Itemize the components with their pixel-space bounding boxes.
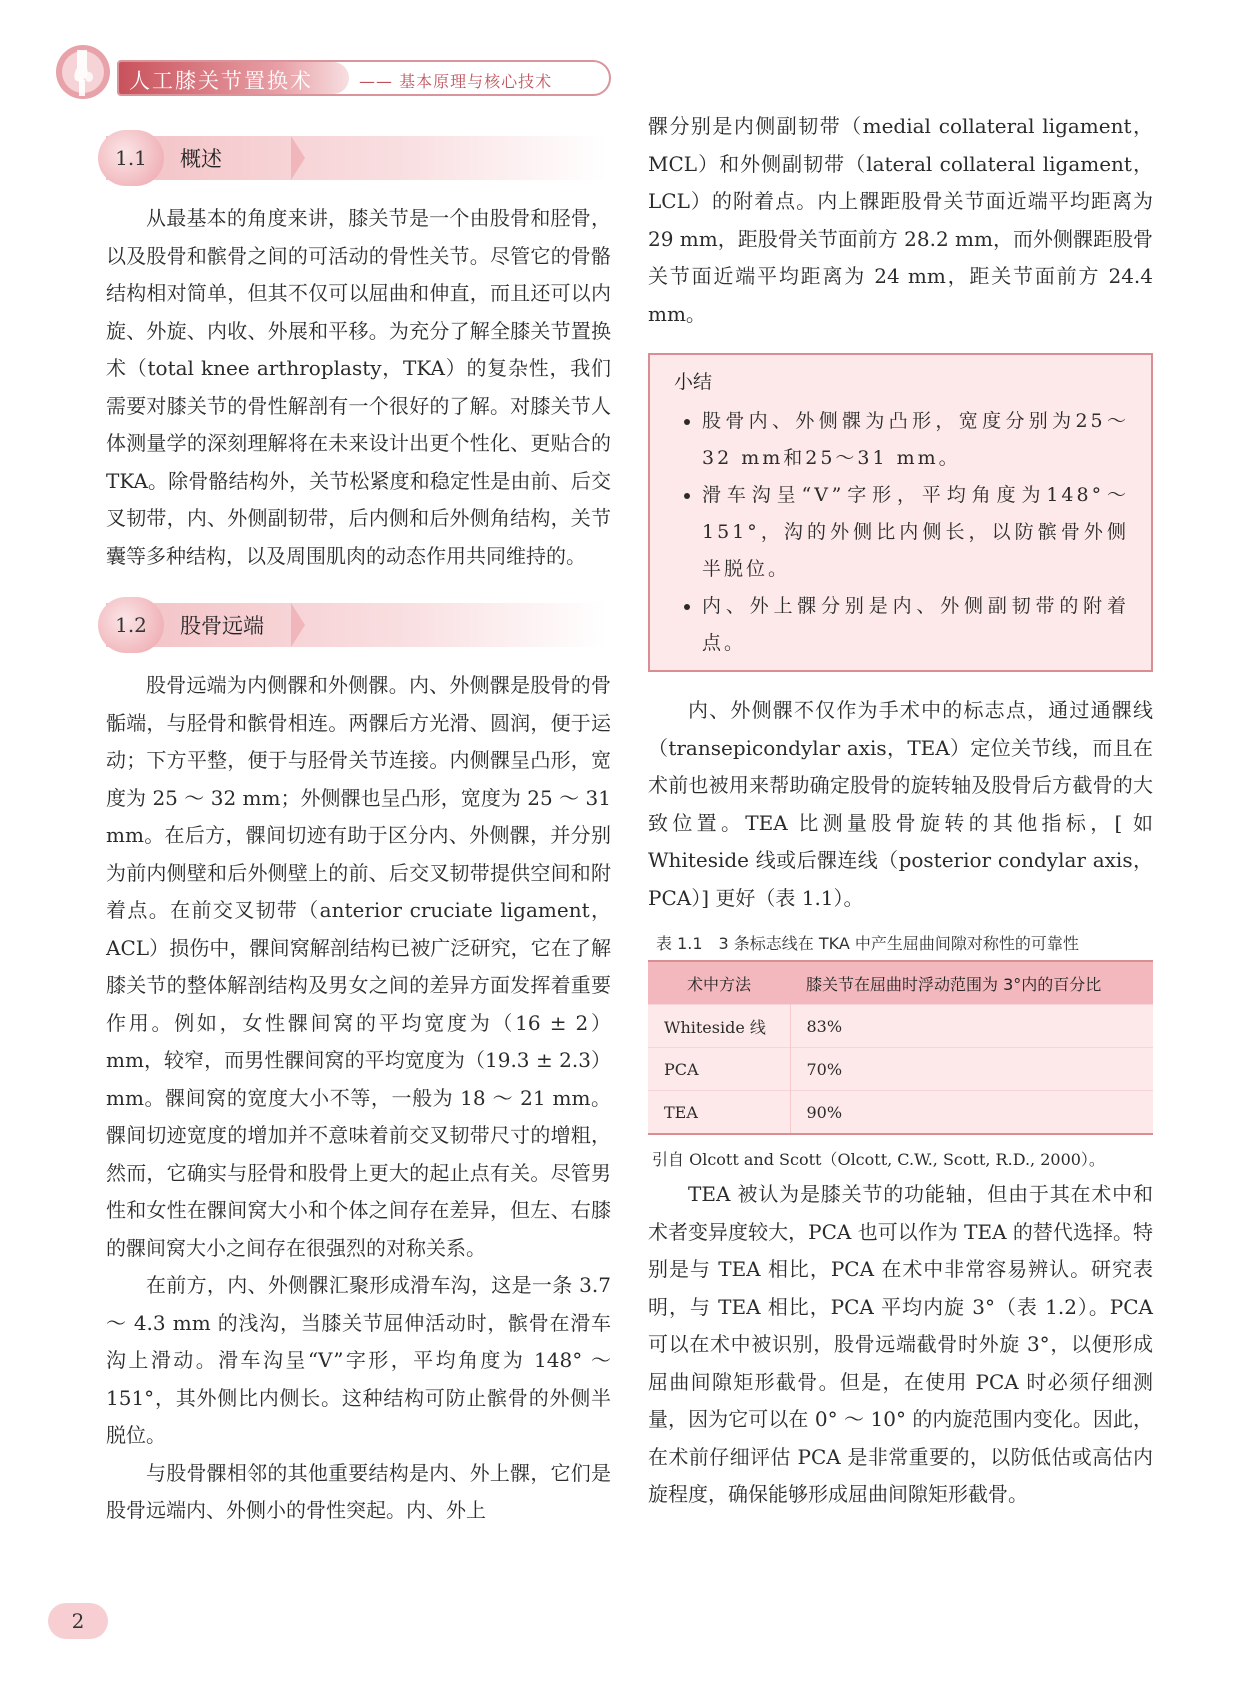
table-row (648, 1005, 1153, 1048)
book-title: 人工膝关节置换术 (129, 69, 313, 93)
summary-list (674, 403, 1129, 662)
table-cell: TEA (648, 1091, 790, 1135)
section-arrow (291, 136, 305, 180)
table-row (648, 1048, 1153, 1091)
summary-title: 小结 (674, 371, 713, 393)
table-cell: 70% (790, 1048, 1153, 1091)
table-header-row (648, 961, 1153, 1005)
table-cell: 90% (790, 1091, 1153, 1135)
distal-femur-paragraph: 股骨远端为内侧髁和外侧髁。内、外侧髁是股骨的骨骺端，与胫骨和髌骨相连。两髁后方光滑、圆润，便于运动；下方平整，便于与胫骨关节连接。内侧髁呈凸形，宽度为 25 ～ 32 mm；外侧髁也呈凸形，宽度为 25 ～ 31 mm。在后方，髁间切迹有助于区分内、外侧髁，并分别为前内侧壁和后外侧壁上的前、后交叉韧带提供空间和附着点。在前交叉韧带（anterior cruciate ligament，ACL）损伤中，髁间窝解剖结构已被广泛研究，它在了解膝关节的整体解剖结构及男女之间的差异方面发挥着重要作用。例如，女性髁间窝的平均宽度为（16 ± 2）mm，较窄，而男性髁间窝的平均宽度为（19.3 ± 2.3）mm。髁间窝的宽度大小不等，一般为 18 ～ 21 mm。髁间切迹宽度的增加并不意味着前交叉韧带尺寸的增粗，然而，它确实与胫骨和股骨上更大的起止点有关。尽管男性和女性在髁间窝大小和个体之间存在差异，但左、右膝的髁间窝大小之间存在很强烈的对称关系。 (106, 673, 611, 1260)
summary-item: • 内、外上髁分别是内、外侧副韧带的附着点。 (702, 588, 1129, 662)
section-arrow (291, 603, 305, 647)
section-number: 1.2 (98, 597, 164, 653)
trochlear-groove-paragraph: 在前方，内、外侧髁汇聚形成滑车沟，这是一条 3.7 ～ 4.3 mm 的浅沟，当膝关节屈伸活动时，髌骨在滑车沟上滑动。滑车沟呈“V”字形，平均角度为 148° ～ 151°，其外侧比内侧长。这种结构可防止髌骨的外侧半脱位。 (106, 1273, 611, 1447)
section-heading-1-2 (106, 597, 611, 653)
pca-paragraph: TEA 被认为是膝关节的功能轴，但由于其在术中和术者变异度较大，PCA 也可以作为 TEA 的替代选择。特别是与 TEA 相比，PCA 在术中非常容易辨认。研究表明，与 TEA 相比，PCA 平均内旋 3°（表 1.2）。PCA 可以在术中被识别，股骨远端截骨时外旋 3°，以便形成屈曲间隙矩形截骨。但是，在使用 PCA 时必须仔细测量，因为它可以在 0° ～ 10° 的内旋范围内变化。因此，在术前仔细评估 PCA 是非常重要的，以防低估或高估内旋程度，确保能够形成屈曲间隙矩形截骨。 (648, 1182, 1153, 1506)
running-header (55, 44, 615, 100)
summary-item: • 股骨内、外侧髁为凸形，宽度分别为25～32 mm和25～31 mm。 (702, 403, 1129, 477)
table-caption: 表 1.1 3 条标志线在 TKA 中产生屈曲间隙对称性的可靠性 (656, 934, 1079, 953)
table-source: 引自 Olcott and Scott（Olcott, C.W., Scott, R.D., 2000）。 (652, 1150, 1105, 1169)
section-number: 1.1 (98, 130, 164, 186)
table-header: 术中方法 (648, 961, 790, 1005)
left-column (106, 110, 611, 1530)
table-header: 膝关节在屈曲时浮动范围为 3°内的百分比 (790, 961, 1153, 1005)
table-cell: Whiteside 线 (648, 1005, 790, 1048)
overview-paragraph: 从最基本的角度来讲，膝关节是一个由股骨和胫骨，以及股骨和髌骨之间的可活动的骨性关节。尽管它的骨骼结构相对简单，但其不仅可以屈曲和伸直，而且还可以内旋、外旋、内收、外展和平移。为充分了解全膝关节置换术（total knee arthroplasty，TKA）的复杂性，我们需要对膝关节的骨性解剖有一个很好的了解。对膝关节人体测量学的深刻理解将在未来设计出更个性化、更贴合的 TKA。除骨骼结构外，关节松紧度和稳定性是由前、后交叉韧带，内、外侧副韧带，后内侧和后外侧角结构，关节囊等多种结构，以及周围肌肉的动态作用共同维持的。 (106, 206, 611, 568)
table-cell: PCA (648, 1048, 790, 1091)
table-cell: 83% (790, 1005, 1153, 1048)
summary-item: • 滑车沟呈“V”字形，平均角度为148°～151°，沟的外侧比内侧长，以防髌骨外侧半脱位。 (702, 477, 1129, 588)
epicondyle-continuation: 髁分别是内侧副韧带（medial collateral ligament，MCL）和外侧副韧带（lateral collateral ligament，LCL）的附着点。内上髁距股骨关节面近端平均距离为 29 mm，距股骨关节面前方 28.2 mm，而外侧髁距股骨关节面近端平均距离为 24 mm，距关节面前方 24.4 mm。 (648, 114, 1153, 326)
section-title: 股骨远端 (180, 614, 264, 638)
epicondyle-paragraph: 与股骨髁相邻的其他重要结构是内、外上髁，它们是股骨远端内、外侧小的骨性突起。内、外上 (106, 1460, 611, 1522)
section-heading-1-1 (106, 130, 611, 186)
right-column (648, 108, 1153, 1514)
knee-logo-icon (55, 44, 111, 100)
tea-paragraph: 内、外侧髁不仅作为手术中的标志点，通过通髁线（transepicondylar axis，TEA）定位关节线，而且在术前也被用来帮助确定股骨的旋转轴及股骨后方截骨的大致位置。TEA 比测量股骨旋转的其他指标，[ 如 Whiteside 线或后髁连线（posterior condylar axis，PCA）] 更好（表 1.1）。 (648, 698, 1153, 910)
header-band (117, 60, 611, 96)
section-title: 概述 (180, 147, 222, 171)
book-subtitle: —— 基本原理与核心技术 (359, 72, 553, 91)
table-row (648, 1091, 1153, 1135)
summary-box (648, 353, 1153, 672)
reliability-table (648, 960, 1153, 1135)
page-number: 2 (48, 1603, 108, 1639)
